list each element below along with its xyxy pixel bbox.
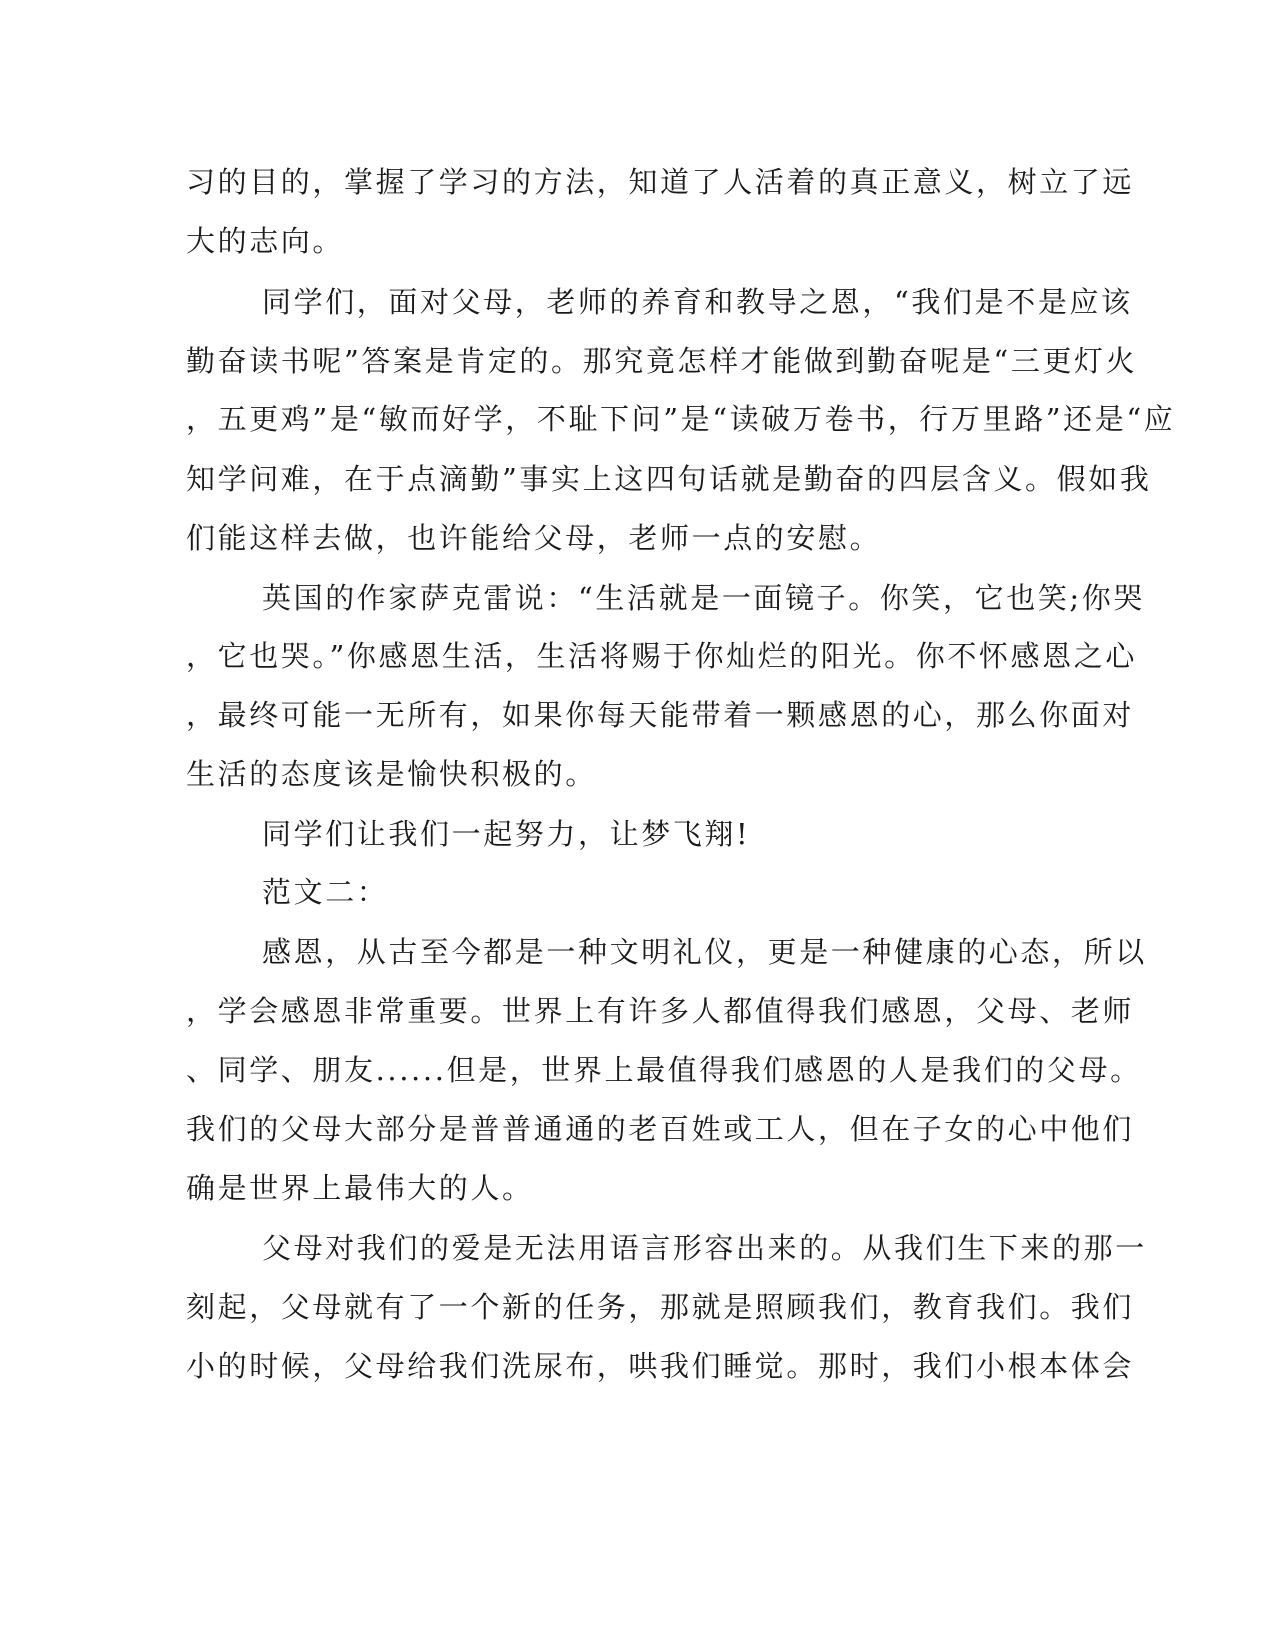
paragraph-start-line: 感恩，从古至今都是一种文明礼仪，更是一种健康的心态，所以 — [262, 935, 1147, 969]
paragraph-start-line: 英国的作家萨克雷说：“生活就是一面镜子。你笑，它也笑;你哭 — [262, 581, 1145, 615]
text-line: ，学会感恩非常重要。世界上有许多人都值得我们感恩，父母、老师 — [186, 994, 1135, 1028]
text-line: 我们的父母大部分是普普通通的老百姓或工人，但在子女的心中他们 — [186, 1112, 1135, 1146]
section-heading: 范文二： — [262, 875, 389, 909]
text-line: 小的时候，父母给我们洗尿布，哄我们睡觉。那时，我们小根本体会 — [186, 1349, 1135, 1383]
paragraph-start-line: 同学们，面对父母，老师的养育和教导之恩，“我们是不是应该 — [262, 285, 1133, 319]
text-line: 大的志向。 — [186, 224, 345, 258]
text-line: 习的目的，掌握了学习的方法，知道了人活着的真正意义，树立了远 — [186, 165, 1135, 199]
text-line: ，它也哭。”你感恩生活，生活将赐于你灿烂的阳光。你不怀感恩之心 — [186, 639, 1137, 673]
text-line: ，五更鸡”是“敏而好学，不耻下问”是“读破万卷书，行万里路”还是“应 — [186, 402, 1176, 436]
text-line: 刻起，父母就有了一个新的任务，那就是照顾我们，教育我们。我们 — [186, 1290, 1135, 1324]
text-line: 、同学、朋友......但是，世界上最值得我们感恩的人是我们的父母。 — [186, 1053, 1142, 1087]
text-line: 确是世界上最伟大的人。 — [186, 1171, 534, 1205]
text-line: 们能这样去做，也许能给父母，老师一点的安慰。 — [186, 521, 882, 555]
text-line: 知学问难，在于点滴勤”事实上这四句话就是勤奋的四层含义。假如我 — [186, 462, 1152, 496]
text-line: 勤奋读书呢”答案是肯定的。那究竟怎样才能做到勤奋呢是“三更灯火 — [186, 344, 1138, 378]
paragraph-start-line: 父母对我们的爱是无法用语言形容出来的。从我们生下来的那一 — [262, 1231, 1147, 1265]
text-line: ，最终可能一无所有，如果你每天能带着一颗感恩的心，那么你面对 — [186, 698, 1135, 732]
text-line: 生活的态度该是愉快积极的。 — [186, 757, 597, 791]
paragraph-start-line: 同学们让我们一起努力，让梦飞翔! — [262, 817, 751, 851]
